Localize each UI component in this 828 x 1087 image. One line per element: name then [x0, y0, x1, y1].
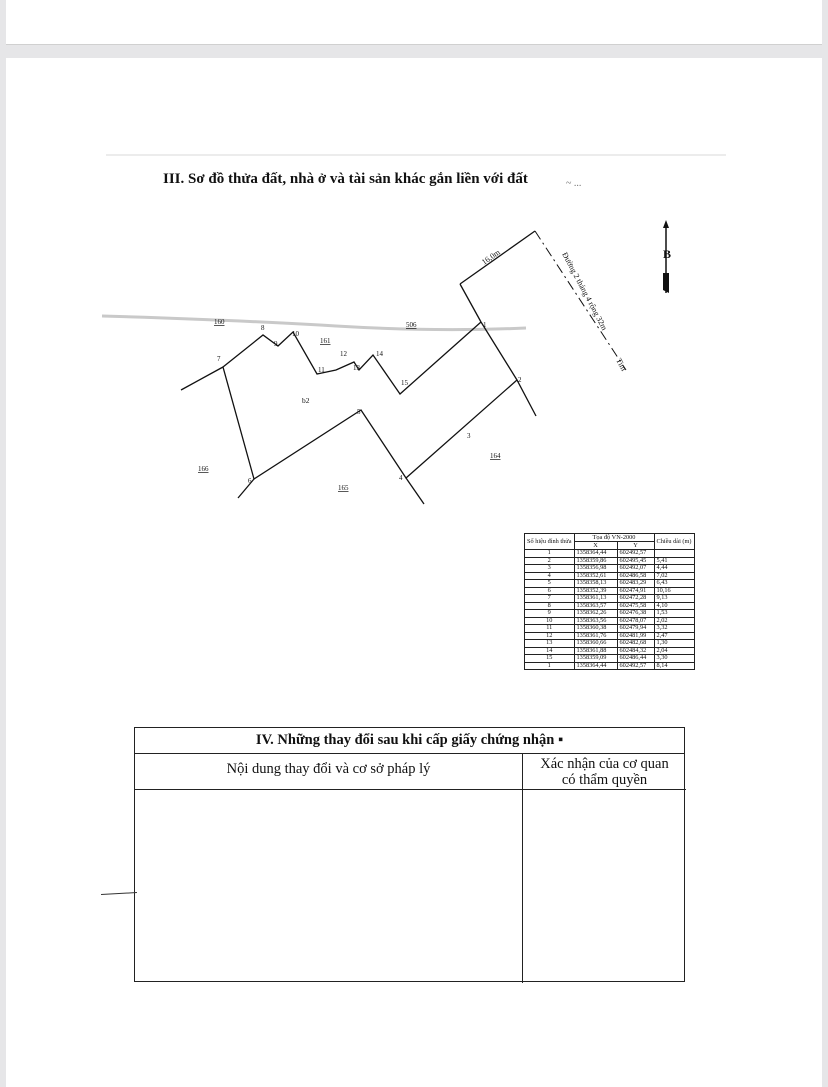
vertex-3: 3 — [467, 432, 471, 440]
cell-pt: 10 — [525, 617, 575, 625]
cell-x: 1358362,26 — [574, 610, 617, 618]
cell-len: 9,13 — [654, 595, 694, 603]
table-row — [525, 550, 695, 558]
document-page — [6, 58, 822, 1087]
cell-y: 602479,94 — [617, 625, 654, 633]
cell-y: 602484,32 — [617, 647, 654, 655]
neighbor-166: 166 — [198, 465, 209, 473]
header-point: Số hiệu đỉnh thửa — [525, 534, 575, 550]
cell-pt: 1 — [525, 662, 575, 670]
header-coord: Tọa độ VN-2000 — [574, 534, 654, 542]
cell-pt: 14 — [525, 647, 575, 655]
vertex-2: 2 — [518, 376, 522, 384]
authority-confirm-header: Xác nhận của cơ quan có thẩm quyền — [523, 754, 686, 790]
vertex-4: 4 — [399, 474, 403, 482]
cell-x: 1358363,57 — [574, 602, 617, 610]
cell-y: 602475,58 — [617, 602, 654, 610]
cell-x: 1358356,98 — [574, 565, 617, 573]
cell-len: 3,30 — [654, 655, 694, 663]
cell-len — [654, 550, 694, 558]
cell-y: 602472,28 — [617, 595, 654, 603]
cell-len: 2,47 — [654, 632, 694, 640]
vertex-15: 15 — [401, 379, 408, 387]
vertex-13: 13 — [353, 364, 360, 372]
cell-len: 2,02 — [654, 617, 694, 625]
table-row — [525, 640, 695, 648]
cell-len: 7,02 — [654, 572, 694, 580]
coordinate-table — [524, 533, 695, 670]
cell-y: 602492,57 — [617, 550, 654, 558]
vertex-11: 11 — [318, 366, 325, 374]
vertex-5: 5 — [357, 408, 361, 416]
table-row — [525, 580, 695, 588]
vertex-1: 1 — [483, 321, 487, 329]
table-row — [525, 655, 695, 663]
cell-x: 1358364,44 — [574, 550, 617, 558]
cell-len: 3,32 — [654, 625, 694, 633]
changes-content-cell — [135, 790, 523, 983]
cell-pt: 13 — [525, 640, 575, 648]
section4-title: IV. Những thay đổi sau khi cấp giấy chứng nhận ▪ — [135, 728, 684, 754]
neighbor-506: 506 — [406, 321, 417, 329]
parcel-label: b2 — [302, 396, 310, 405]
cell-pt: 15 — [525, 655, 575, 663]
vertex-10: 10 — [292, 330, 299, 338]
neighbor-164: 164 — [490, 452, 501, 460]
road-label: Đường 2 tháng 4 rộng 32m — [560, 250, 610, 332]
cell-pt: 11 — [525, 625, 575, 633]
table-row — [525, 625, 695, 633]
cell-pt: 5 — [525, 580, 575, 588]
cell-y: 602482,68 — [617, 640, 654, 648]
handwritten-mark: ~ ... — [566, 178, 582, 189]
cell-y: 602486,44 — [617, 655, 654, 663]
cell-pt: 9 — [525, 610, 575, 618]
cell-y: 602476,38 — [617, 610, 654, 618]
cell-len: 5,41 — [654, 557, 694, 565]
cell-x: 1358359,09 — [574, 655, 617, 663]
cell-pt: 2 — [525, 557, 575, 565]
cell-x: 1358360,38 — [574, 625, 617, 633]
parcel-diagram — [6, 58, 822, 738]
changes-content-header: Nội dung thay đổi và cơ sở pháp lý — [135, 754, 523, 790]
header-x: X — [574, 542, 617, 550]
north-label: B — [663, 247, 672, 261]
cell-len: 1,53 — [654, 610, 694, 618]
table-row — [525, 565, 695, 573]
road-direction: Tim — [614, 356, 629, 373]
cell-x: 1358352,39 — [574, 587, 617, 595]
authority-confirm-cell — [523, 790, 686, 983]
section3-title: III. Sơ đồ thửa đất, nhà ở và tài sản khác gắn liền với đất — [163, 171, 528, 187]
neighbor-160: 160 — [214, 318, 225, 326]
cell-pt: 12 — [525, 632, 575, 640]
cell-y: 602483,29 — [617, 580, 654, 588]
cell-pt: 7 — [525, 595, 575, 603]
cell-pt: 6 — [525, 587, 575, 595]
header-length: Chiều dài (m) — [654, 534, 694, 550]
neighbor-161: 161 — [320, 337, 331, 345]
cell-pt: 3 — [525, 565, 575, 573]
cell-len: 1,30 — [654, 640, 694, 648]
vertex-8: 8 — [261, 324, 265, 332]
cell-x: 1358361,76 — [574, 632, 617, 640]
header-y: Y — [617, 542, 654, 550]
cell-len: 6,43 — [654, 580, 694, 588]
cell-y: 602481,99 — [617, 632, 654, 640]
cell-y: 602486,58 — [617, 572, 654, 580]
neighbor-165: 165 — [338, 484, 349, 492]
cell-y: 602474,91 — [617, 587, 654, 595]
cell-x: 1358360,66 — [574, 640, 617, 648]
previous-page-edge — [6, 0, 822, 45]
cell-y: 602492,57 — [617, 662, 654, 670]
table-row — [525, 610, 695, 618]
cell-len: 10,16 — [654, 587, 694, 595]
table-row — [525, 662, 695, 670]
cell-x: 1358359,86 — [574, 557, 617, 565]
cell-y: 602495,45 — [617, 557, 654, 565]
cell-x: 1358361,88 — [574, 647, 617, 655]
changes-table — [134, 727, 685, 982]
cell-len: 2,04 — [654, 647, 694, 655]
cell-x: 1358364,44 — [574, 662, 617, 670]
cell-pt: 8 — [525, 602, 575, 610]
margin-pen-mark — [101, 892, 137, 895]
vertex-14: 14 — [376, 350, 383, 358]
cell-len: 4,44 — [654, 565, 694, 573]
vertex-9: 9 — [274, 340, 278, 348]
cell-len: 4,10 — [654, 602, 694, 610]
vertex-12: 12 — [340, 350, 347, 358]
cell-len: 8,14 — [654, 662, 694, 670]
cell-x: 1358358,13 — [574, 580, 617, 588]
vertex-7: 7 — [217, 355, 221, 363]
cell-pt: 4 — [525, 572, 575, 580]
cell-x: 1358361,13 — [574, 595, 617, 603]
cell-pt: 1 — [525, 550, 575, 558]
cell-x: 1358352,61 — [574, 572, 617, 580]
cell-y: 602478,07 — [617, 617, 654, 625]
table-row — [525, 595, 695, 603]
cell-y: 602492,07 — [617, 565, 654, 573]
vertex-6: 6 — [248, 477, 252, 485]
frontage-label: 16,0m — [479, 247, 502, 267]
cell-x: 1358363,56 — [574, 617, 617, 625]
